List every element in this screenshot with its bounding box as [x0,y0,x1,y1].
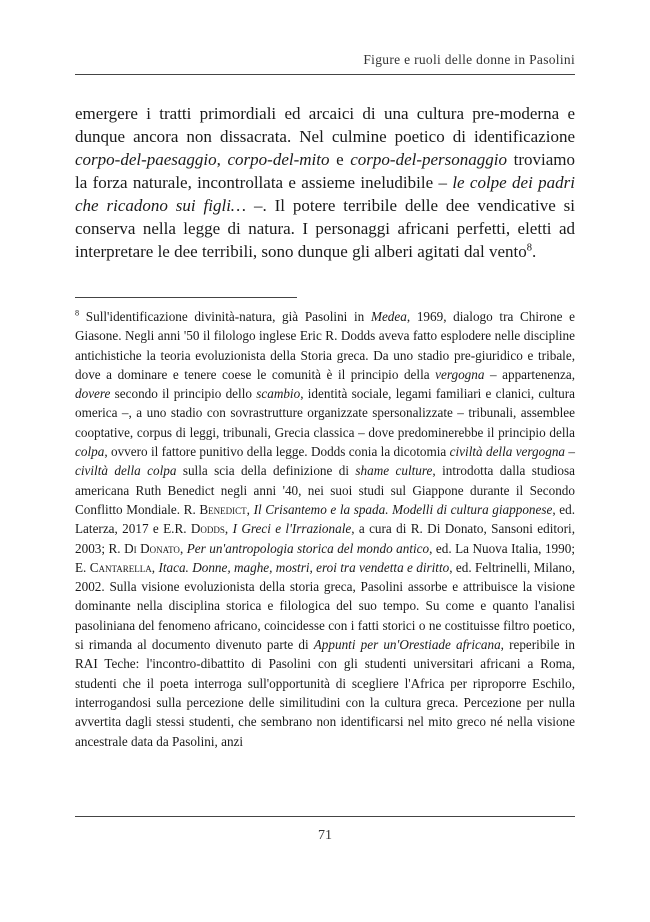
running-head: Figure e ruoli delle donne in Pasolini [363,52,575,67]
body-paragraph: emergere i tratti primordiali ed arcaici di una cultura pre-moderna e dunque ancora non dissacrata. Nel culmine poetico di identificazione corpo-del-paesaggio, corpo-del-mito e corpo-del-personaggio troviamo la forza naturale, incontrollata e assieme ineludibile – le colpe dei padri che ricadono sui figli… –. Il potere terribile delle dee vendicative si conserva nella legge di natura. I personaggi africani perfetti, eletti ad interpretare le dee terribili, sono dunque gli alberi agitati dal vento$^8$. [75,104,576,261]
footnote-8: $^8$ Sull'identificazione divinità-natura, già Pasolini in Medea, 1969, dialogo tra Chirone e Giasone. Negli anni '50 il filologo inglese Eric R. Dodds aveva fatto esplodere nelle discipline antichistiche la teoria evoluzionista della Storia greca. Da uno stadio pre-giuridico e tribale, dove a dominare e tenere coese le comunità è il principio della vergogna – appartenenza, dovere secondo il principio dello scambio, identità sociale, legami familiari e clanici, cultura omerica –, a uno stadio con sovrastrutture organizzate spersonalizzate – tribunali, assemblee cooptative, corpus di leggi, tribunali, Grecia classica – dove predominerebbe il principio della colpa, ovvero il fattore punitivo della legge. Dodds conia la dicotomia civiltà della vergogna – civiltà della colpa sulla scia della definizione di shame culture, introdotta dalla studiosa americana Ruth Benedict negli anni '40, nei suoi studi sul Giappone durante il Secondo Conflitto Mondiale. R. Benedict, Il Crisantemo e la spada. Modelli di cultura giapponese, ed. Laterza, 2017 e E.R. Dodds, I Greci e l'Irrazionale, a cura di R. Di Donato, Sansoni editori, 2003; R. Di Donato, Per un'antropologia storica del mondo antico, ed. La Nuova Italia, 1990; E. Cantarella, Itaca. Donne, maghe, mostri, eroi tra vendetta e diritto, ed. Feltrinelli, Milano, 2002. Sulla visione evoluzionista della storia greca, Pasolini assorbe e attribuisce la visione dominante nella disciplina storica e filologica del suo tempo. Su come e quanto l'analisi pasoliniana del fenomeno africano, coincidesse con i fatti storici o ne costituisse filtro poetico, si rimanda al documento divenuto parte di Appunti per un'Orestiade africana, reperibile in RAI Teche: l'incontro-dibattito di Pasolini con gli studenti universitari africani a Roma, studenti che il poeta interroga sull'opportunità di scegliere l'Africa per riproporre Eschilo, interrogandosi sulla percezione delle similitudini con la cultura greca. Percezione per nulla avvertita dagli stessi studenti, che sembrano non identificarsi nel mito greco né nella visione ancestrale data da Pasolini, anzi [75,308,576,749]
footnote-separator [75,297,297,298]
header-rule [75,74,575,75]
footnote-reference[interactable]: 8 [526,242,533,254]
footnote-marker: 8 [75,308,80,318]
page-number: 71 [318,828,332,843]
footer-rule [75,816,575,817]
